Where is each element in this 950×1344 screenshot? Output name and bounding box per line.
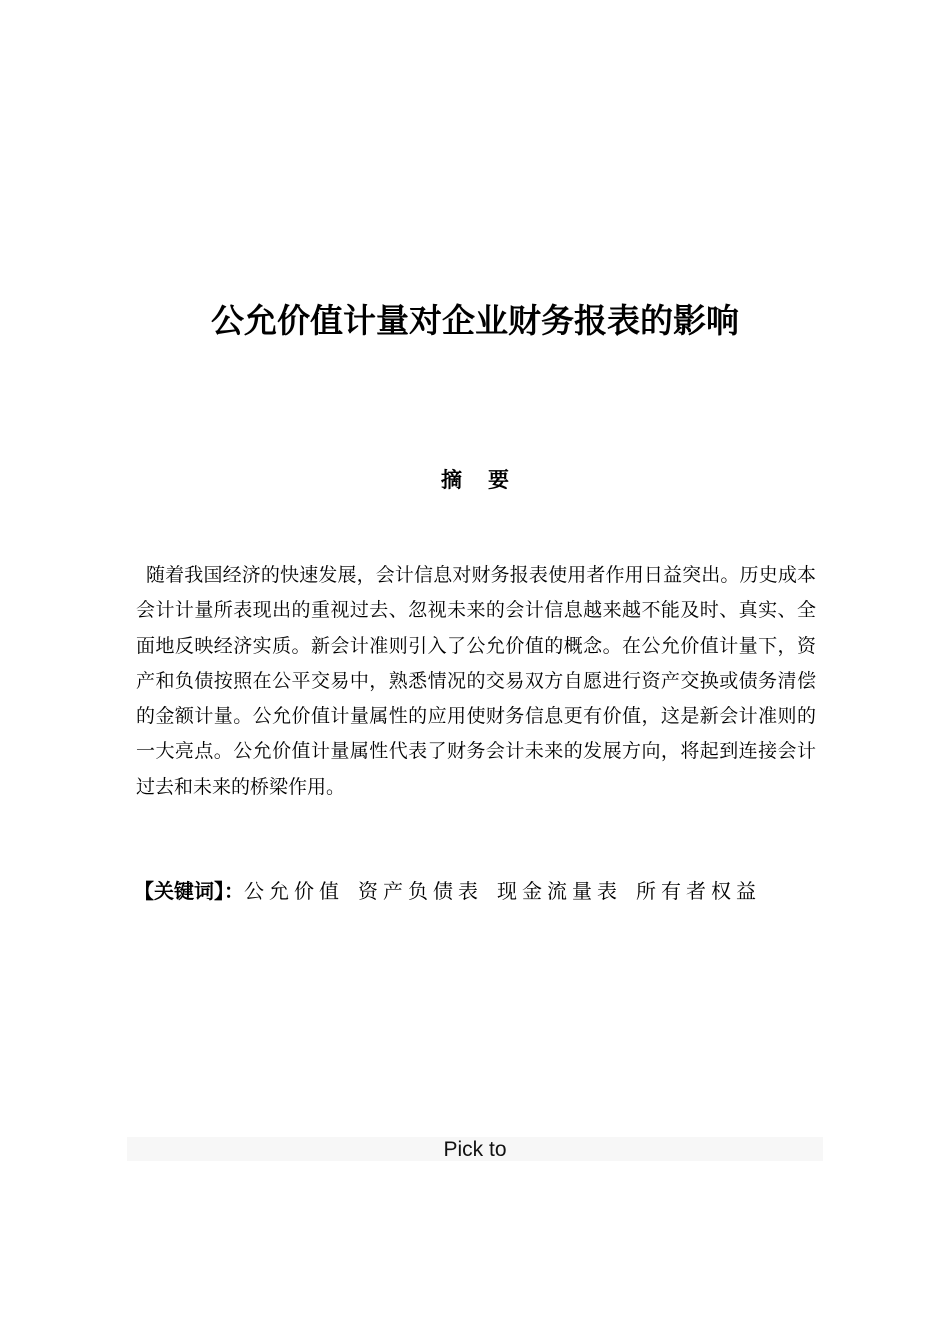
keywords-line xyxy=(134,874,834,908)
keyword-item: 现金流量表 xyxy=(497,879,622,903)
keyword-item: 所有者权益 xyxy=(636,879,761,903)
abstract-text: 随着我国经济的快速发展，会计信息对财务报表使用者作用日益突出。历史成本会计计量所表现出的重视过去、忽视未来的会计信息越来越不能及时、真实、全面地反映经济实质。新会计准则引入了公允价值的概念。在公允价值计量下，资产和负债按照在公平交易中，熟悉情况的交易双方自愿进行资产交换或债务清偿的金额计量。公允价值计量属性的应用使财务信息更有价值，这是新会计准则的一大亮点。公允价值计量属性代表了财务会计未来的发展方向，将起到连接会计过去和未来的桥梁作用。 xyxy=(136,564,816,798)
footer-text[interactable]: Pick to xyxy=(443,1138,507,1161)
document-title: 公允价值计量对企业财务报表的影响 xyxy=(211,301,739,340)
abstract-heading: 摘要 xyxy=(441,467,535,492)
keyword-item: 资产负债表 xyxy=(358,879,483,903)
keywords-label: 【关键词】： xyxy=(134,879,244,903)
keyword-item: 公允价值 xyxy=(244,879,344,903)
